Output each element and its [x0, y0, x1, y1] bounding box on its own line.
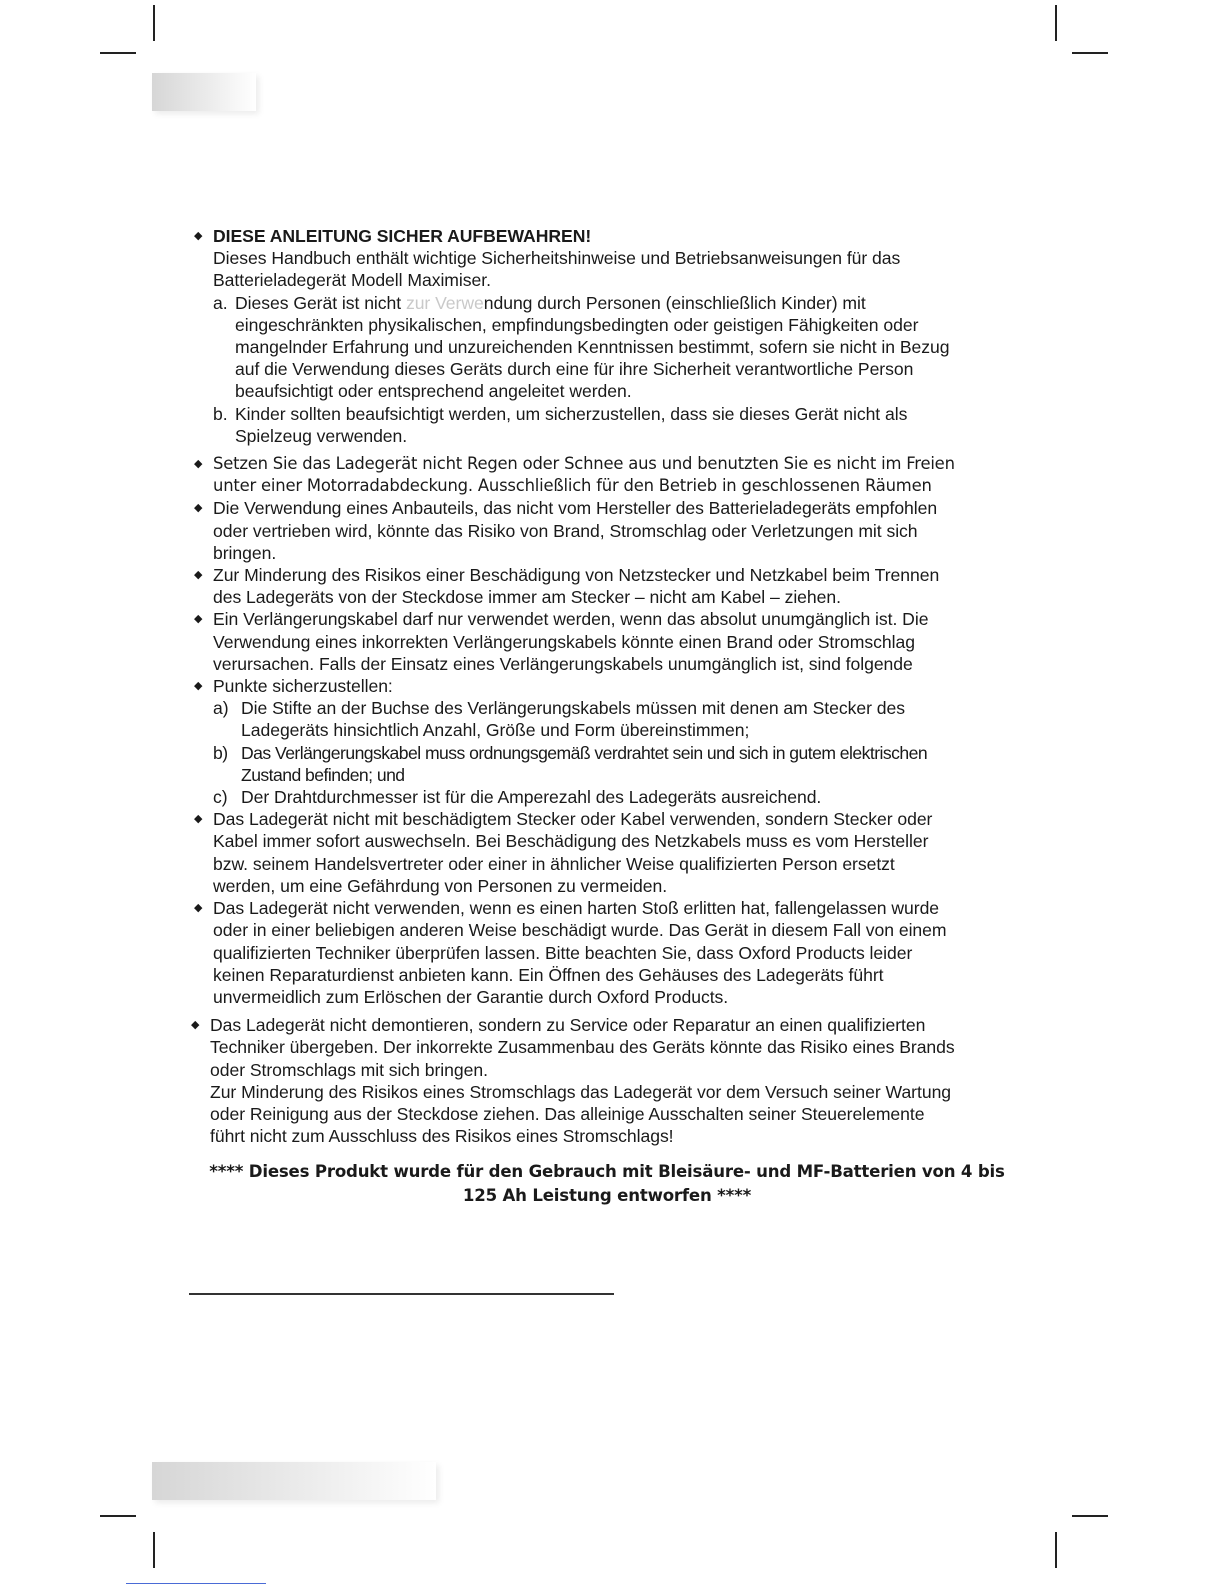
crop-mark [100, 52, 136, 54]
text-line: Spielzeug verwenden. [235, 425, 408, 446]
text-line: oder vertrieben wird, könnte das Risiko von Brand, Stromschlag oder Verletzungen mit sich [213, 520, 918, 541]
bullet-extension [192, 608, 1037, 675]
text-line: mangelnder Erfahrung und unzureichenden Kenntnissen bestimmt, sofern sie nicht in Bezug [235, 337, 950, 358]
safety-instructions [192, 225, 1037, 1147]
text-line: Der Drahtdurchmesser ist für die Amperezahl des Ladegeräts ausreichend. [241, 787, 822, 808]
text-line: verursachen. Falls der Einsatz eines Verlängerungskabels unumgänglich ist, sind folgende [213, 653, 913, 674]
bottom-underline [126, 1583, 266, 1584]
bullet-icon: ◆ [191, 1019, 200, 1032]
sub-item-a [213, 697, 1037, 741]
crop-mark [1072, 1515, 1108, 1517]
text-line: Techniker übergeben. Der inkorrekte Zusammenbau des Geräts könnte das Risiko eines Brands [210, 1037, 955, 1058]
text-line: **** Dieses Produkt wurde für den Gebrauch mit Bleisäure- und MF-Batterien von 4 bis [209, 1162, 1005, 1181]
bullet-icon: ◆ [194, 813, 203, 826]
text-line: 125 Ah Leistung entworfen **** [462, 1186, 752, 1205]
bullet-damaged [192, 808, 1037, 897]
bullet-plug [192, 564, 1037, 608]
text-line: Verwendung eines inkorrekten Verlängerungskabels könnte einen Brand oder Stromschlag [213, 631, 915, 652]
header-tab-bar [152, 73, 256, 111]
product-note [192, 1160, 1022, 1208]
sub-item-c [213, 786, 1037, 808]
bullet-icon: ◆ [194, 613, 203, 626]
text-line: auf die Verwendung dieses Geräts durch eine für ihre Sicherheit verantwortliche Person [235, 359, 914, 380]
bullet-points [192, 675, 1037, 808]
text-line: Das Ladegerät nicht verwenden, wenn es einen harten Stoß erlitten hat, fallengelassen wurde [213, 898, 940, 919]
crop-mark [153, 5, 155, 41]
bullet-accessory [192, 497, 1037, 564]
crop-mark [1072, 52, 1108, 54]
text-line: Kabel immer sofort auswechseln. Bei Beschädigung des Netzkabels muss es vom Hersteller [213, 831, 929, 852]
heading: DIESE ANLEITUNG SICHER AUFBEWAHREN! [213, 226, 592, 246]
text-line: werden, um eine Gefährdung von Personen zu vermeiden. [213, 875, 668, 896]
text-line: Die Verwendung eines Anbauteils, das nicht vom Hersteller des Batterieladegeräts empfohlen [213, 498, 938, 519]
list-marker: b) [213, 742, 228, 763]
text-line: unter einer Motorradabdeckung. Ausschließlich für den Betrieb in geschlossenen Räumen [213, 476, 932, 496]
text-line: Dieses Gerät ist nicht zur Verwendung durch Personen (einschließlich Kinder) mit [235, 292, 866, 313]
crop-mark [100, 1515, 136, 1517]
text-line: bringen. [213, 542, 277, 563]
bullet-icon: ◆ [194, 230, 203, 242]
list-marker: b. [213, 403, 228, 424]
text-line: oder Stromschlags mit sich bringen. [210, 1059, 488, 1080]
crop-mark [153, 1532, 155, 1568]
text-line: Das Verlängerungskabel muss ordnungsgemäß verdrahtet sein und sich in gutem elektrischen [241, 742, 928, 763]
text-line: Punkte sicherzustellen: [213, 676, 393, 697]
text-line: bzw. seinem Handelsvertreter oder einer in ähnlicher Weise qualifizierten Person ersetzt [213, 853, 895, 874]
bullet-icon: ◆ [194, 680, 203, 693]
text-line: Zustand befinden; und [241, 764, 405, 785]
text-line: Dieses Handbuch enthält wichtige Sicherheitshinweise und Betriebsanweisungen für das [213, 248, 901, 269]
sub-item-a [213, 292, 1037, 403]
text-line: Setzen Sie das Ladegerät nicht Regen oder Schnee aus und benutzten Sie es nicht im Freien [213, 454, 955, 474]
text-line: Zur Minderung des Risikos einer Beschädigung von Netzstecker und Netzkabel beim Trennen [213, 565, 940, 586]
text-line: Zur Minderung des Risikos eines Stromschlags das Ladegerät vor dem Versuch seiner Wartung [210, 1081, 952, 1102]
text-line: Die Stifte an der Buchse des Verlängerungskabels müssen mit denen am Stecker des [241, 698, 905, 719]
text-line: des Ladegeräts von der Steckdose immer am Stecker – nicht am Kabel – ziehen. [213, 587, 841, 608]
text-line: unvermeidlich zum Erlöschen der Garantie durch Oxford Products. [213, 986, 729, 1007]
crop-mark [1055, 1532, 1057, 1568]
crop-mark [1055, 5, 1057, 41]
bullet-keep-instructions [192, 225, 1037, 447]
bullet-icon: ◆ [194, 502, 203, 515]
text-line: oder in einer beliebigen anderen Weise beschädigt wurde. Das Gerät in diesem Fall von einem [213, 920, 947, 941]
bullet-icon: ◆ [194, 902, 203, 915]
text-line: Ein Verlängerungskabel darf nur verwendet werden, wenn das absolut unumgänglich ist. Die [213, 609, 929, 630]
text-line: führt nicht zum Ausschluss des Risikos eines Stromschlags! [210, 1126, 674, 1147]
sub-item-b [213, 403, 1037, 447]
bullet-impact [192, 897, 1037, 1008]
list-marker: c) [213, 787, 228, 808]
text-line: Ladegeräts hinsichtlich Anzahl, Größe und Form übereinstimmen; [241, 720, 750, 741]
obscured-text: zur Verwe [405, 292, 484, 313]
text-line: Das Ladegerät nicht demontieren, sondern zu Service oder Reparatur an einen qualifizierten [210, 1015, 926, 1036]
text-line: keinen Reparaturdienst anbieten kann. Ein Öffnen des Gehäuses des Ladegeräts führt [213, 964, 884, 985]
bullet-rain [192, 453, 1037, 497]
bullet-icon: ◆ [194, 569, 203, 582]
text-line: Das Ladegerät nicht mit beschädigtem Stecker oder Kabel verwenden, sondern Stecker oder [213, 809, 933, 830]
text-line: Batterieladegerät Modell Maximiser. [213, 270, 491, 291]
text-line: oder Reinigung aus der Steckdose ziehen. Das alleinige Ausschalten seiner Steuerelemente [210, 1103, 925, 1124]
sub-item-b [213, 742, 1037, 786]
text-line: Kinder sollten beaufsichtigt werden, um sicherzustellen, dass sie dieses Gerät nicht als [235, 403, 908, 424]
text-line: eingeschränkten physikalischen, empfindungsbedingten oder geistigen Fähigkeiten oder [235, 314, 919, 335]
list-marker: a. [213, 292, 228, 313]
bullet-icon: ◆ [194, 457, 203, 471]
footnote-divider [189, 1293, 614, 1295]
text-line: beaufsichtigt oder entsprechend angeleitet werden. [235, 381, 632, 402]
footer-tab-bar [152, 1462, 436, 1500]
bullet-disassemble [189, 1014, 1037, 1147]
list-marker: a) [213, 698, 229, 719]
text-line: qualifizierten Techniker überprüfen lassen. Bitte beachten Sie, dass Oxford Products leider [213, 942, 913, 963]
